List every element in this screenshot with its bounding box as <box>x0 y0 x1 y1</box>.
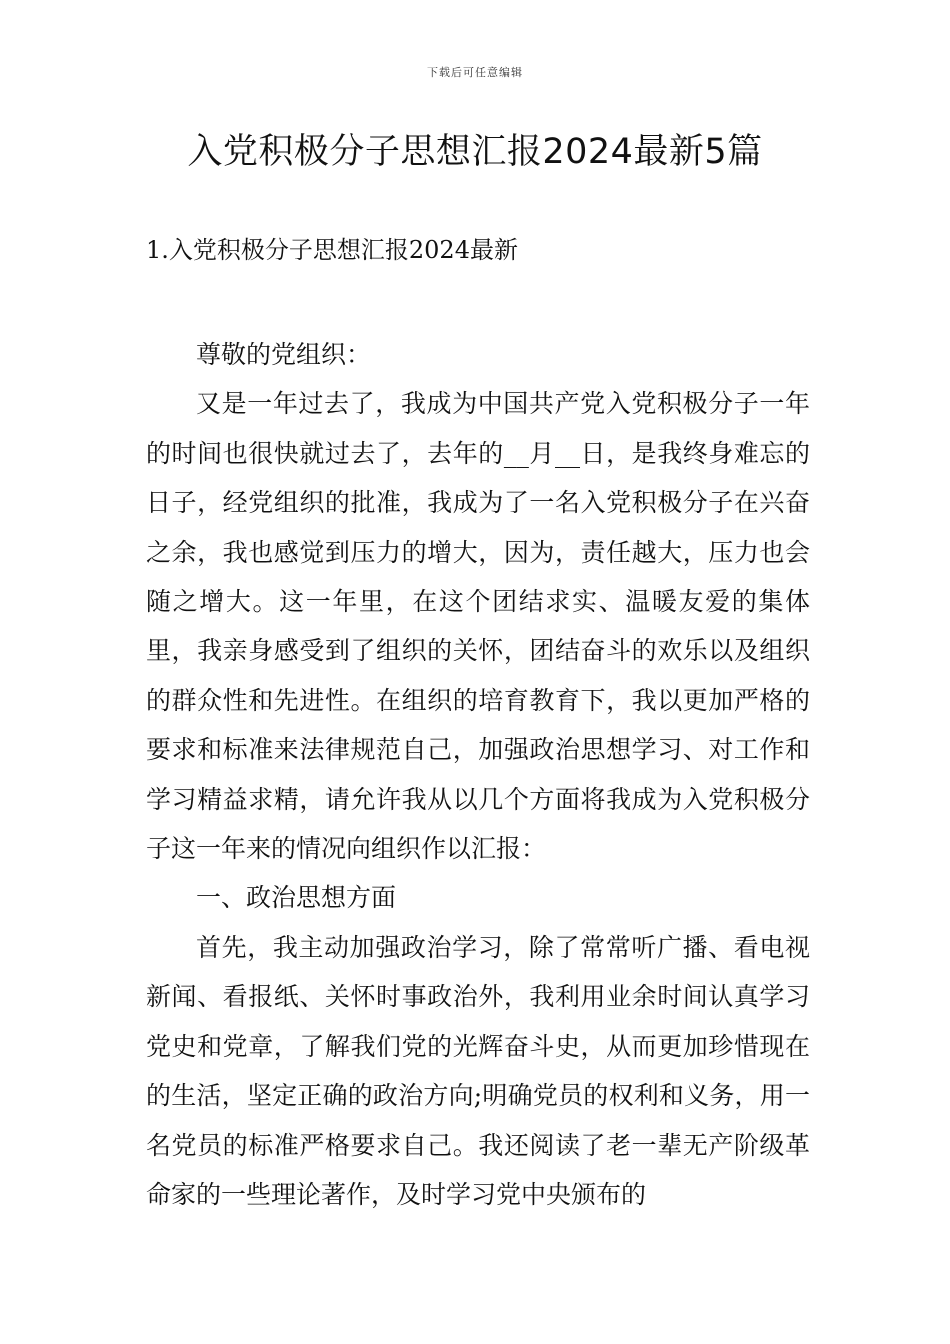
body-paragraph: 又是一年过去了，我成为中国共产党入党积极分子一年的时间也很快就过去了，去年的__月__日，是我终身难忘的日子，经党组织的批准，我成为了一名入党积极分子在兴奋之余，我也感觉到压力的增大，因为，责任越大，压力也会随之增大。这一年里，在这个团结求实、温暖友爱的集体里，我亲身感受到了组织的关怀，团结奋斗的欢乐以及组织的群众性和先进性。在组织的培育教育下，我以更加严格的要求和标准来法律规范自己，加强政治思想学习、对工作和学习精益求精，请允许我从以几个方面将我成为入党积极分子这一年来的情况向组织作以汇报： <box>146 389 810 864</box>
body-paragraph: 首先，我主动加强政治学习，除了常常听广播、看电视新闻、看报纸、关怀时事政治外，我利用业余时间认真学习党史和党章，了解我们党的光辉奋斗史，从而更加珍惜现在的生活，坚定正确的政治方向;明确党员的权利和义务，用一名党员的标准严格要求自己。我还阅读了老一辈无产阶级革命家的一些理论著作，及时学习党中央颁布的 <box>146 932 810 1209</box>
header-note: 下载后可任意编辑 <box>427 66 523 79</box>
section-heading: 1.入党积极分子思想汇报2024最新 <box>146 236 518 264</box>
document-title: 入党积极分子思想汇报2024最新5篇 <box>187 132 763 172</box>
document-body <box>146 330 810 1219</box>
subsection-heading: 一、政治思想方面 <box>196 883 397 913</box>
salutation-paragraph: 尊敬的党组织： <box>196 340 372 369</box>
